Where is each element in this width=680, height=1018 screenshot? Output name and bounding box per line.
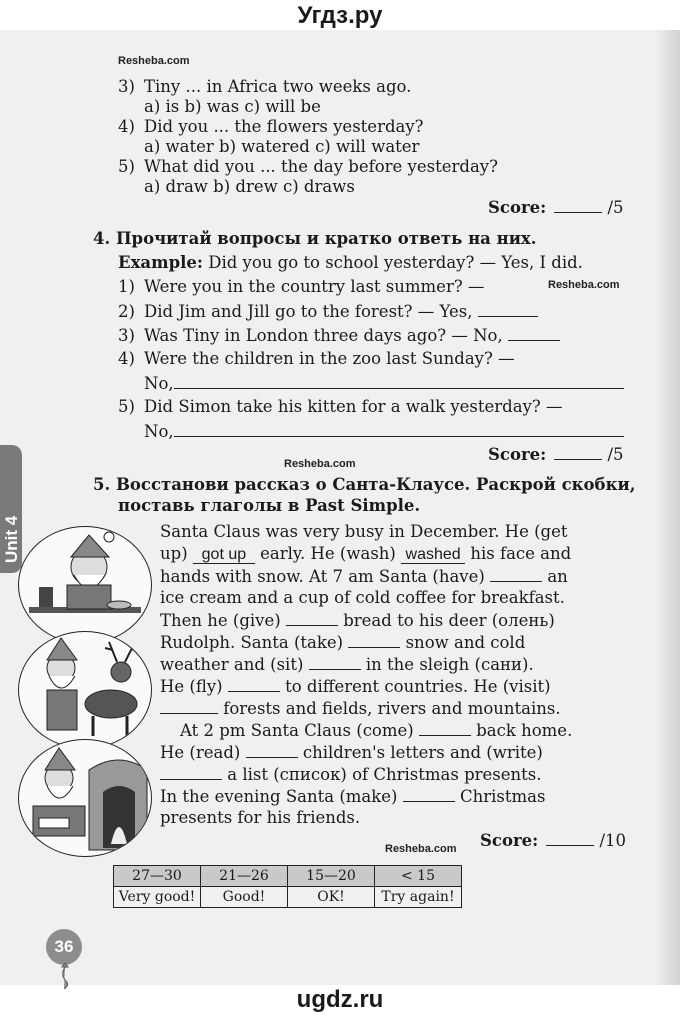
answer-blank[interactable]: [174, 373, 624, 389]
santa-writing-illustration: [18, 739, 152, 857]
ex3-score: Score: /5: [488, 198, 624, 217]
score-label-cell: Good!: [201, 887, 288, 908]
answer-blank-come[interactable]: [419, 720, 471, 736]
ex4-question-5: 5) Did Simon take his kitten for a walk yesterday? —: [118, 397, 563, 416]
watermark: Resheba.com: [385, 843, 457, 855]
score-table: [113, 865, 462, 908]
score-blank[interactable]: [546, 830, 594, 846]
story-line-12: a list (список) of Christmas presents.: [160, 764, 541, 785]
score-label-cell: Very good!: [114, 887, 201, 908]
watermark: Resheba.com: [284, 458, 356, 470]
story-line-9: forests and fields, rivers and mountains.: [160, 698, 561, 719]
answer-blank-visit[interactable]: [160, 698, 218, 714]
ex3-question-5: 5) What did you ... the day before yesterday?: [118, 157, 498, 176]
ex3-question-3: 3) Tiny ... in Africa two weeks ago.: [118, 77, 412, 96]
answer-blank[interactable]: [508, 325, 560, 341]
answer-get-up[interactable]: got up: [193, 547, 255, 564]
ex3-options-3: a) is b) was c) will be: [144, 97, 321, 116]
site-header: Угдз.ру: [297, 2, 383, 29]
answer-blank-have[interactable]: [490, 566, 542, 582]
story-line-3: hands with snow. At 7 am Santa (have) an: [160, 567, 568, 586]
watermark: Resheba.com: [118, 55, 190, 67]
page-number-balloon: 36: [46, 929, 82, 965]
answer-blank-make[interactable]: [403, 786, 455, 802]
ex4-question-3: 3) Was Tiny in London three days ago? — No,: [118, 325, 560, 346]
ex4-title: 4. Прочитай вопросы и кратко ответь на них.: [93, 229, 537, 248]
santa-reindeer-illustration: [18, 631, 152, 749]
page-binding-shadow: [654, 30, 680, 985]
ex4-question-4: 4) Were the children in the zoo last Sunday? —: [118, 349, 515, 368]
story-line-14: presents for his friends.: [160, 808, 361, 827]
score-range-cell: 21—26: [201, 866, 288, 887]
score-table-ranges-row: [114, 866, 462, 887]
answer-blank[interactable]: [478, 301, 538, 317]
ex4-score: Score: /5: [488, 445, 624, 464]
ex4-question-2: 2) Did Jim and Jill go to the forest? — Yes,: [118, 301, 538, 322]
answer-blank-fly[interactable]: [228, 676, 280, 692]
ex5-title-line2: поставь глаголы в Past Simple.: [118, 496, 421, 515]
answer-blank-take[interactable]: [348, 632, 400, 648]
story-line-13: In the evening Santa (make) Christmas: [160, 787, 546, 806]
story-line-4: ice cream and a cup of cold coffee for breakfast.: [160, 588, 565, 607]
story-line-7: weather and (sit) in the sleigh (сани).: [160, 655, 534, 674]
score-range-cell: 27—30: [114, 866, 201, 887]
score-table-labels-row: [114, 887, 462, 908]
story-line-2: up) got up early. He (wash) washed his face and: [160, 544, 572, 563]
ex5-score: Score: /10: [480, 831, 627, 850]
ex3-question-4: 4) Did you ... the flowers yesterday?: [118, 117, 424, 136]
story-line-11: He (read) children's letters and (write): [160, 743, 543, 762]
score-label-cell: Try again!: [375, 887, 462, 908]
story-line-10: At 2 pm Santa Claus (come) back home.: [180, 721, 573, 740]
answer-blank[interactable]: [174, 421, 624, 437]
ex4-question-1: 1) Were you in the country last summer? —: [118, 277, 485, 296]
answer-blank-read[interactable]: [246, 742, 298, 758]
score-blank[interactable]: [554, 444, 602, 460]
unit-tab: Unit 4: [0, 445, 22, 573]
story-line-8: He (fly) to different countries. He (visit): [160, 677, 551, 696]
answer-blank-give[interactable]: [286, 610, 338, 626]
answer-washed[interactable]: washed: [401, 547, 465, 564]
score-range-cell: 15—20: [288, 866, 375, 887]
score-label-cell: OK!: [288, 887, 375, 908]
santa-breakfast-illustration: [18, 526, 152, 644]
score-range-cell: < 15: [375, 866, 462, 887]
score-blank[interactable]: [554, 197, 602, 213]
ex3-options-4: a) water b) watered c) will water: [144, 137, 420, 156]
ex3-options-5: a) draw b) drew c) draws: [144, 177, 355, 196]
watermark: Resheba.com: [548, 279, 620, 291]
ex4-example: Example: Did you go to school yesterday? — Yes, I did.: [118, 253, 583, 272]
ex4-answer-4: No,: [144, 373, 624, 394]
story-line-1: Santa Claus was very busy in December. He (get: [160, 522, 568, 541]
story-line-6: Rudolph. Santa (take) snow and cold: [160, 633, 526, 652]
story-line-5: Then he (give) bread to his deer (олень): [160, 611, 555, 630]
ex5-title-line1: 5. Восстанови рассказ о Санта-Клаусе. Раскрой скобки,: [93, 475, 636, 494]
ex4-answer-5: No,: [144, 421, 624, 442]
answer-blank-sit[interactable]: [309, 654, 361, 670]
answer-blank-write[interactable]: [160, 764, 222, 780]
site-footer: ugdz.ru: [296, 986, 384, 1013]
